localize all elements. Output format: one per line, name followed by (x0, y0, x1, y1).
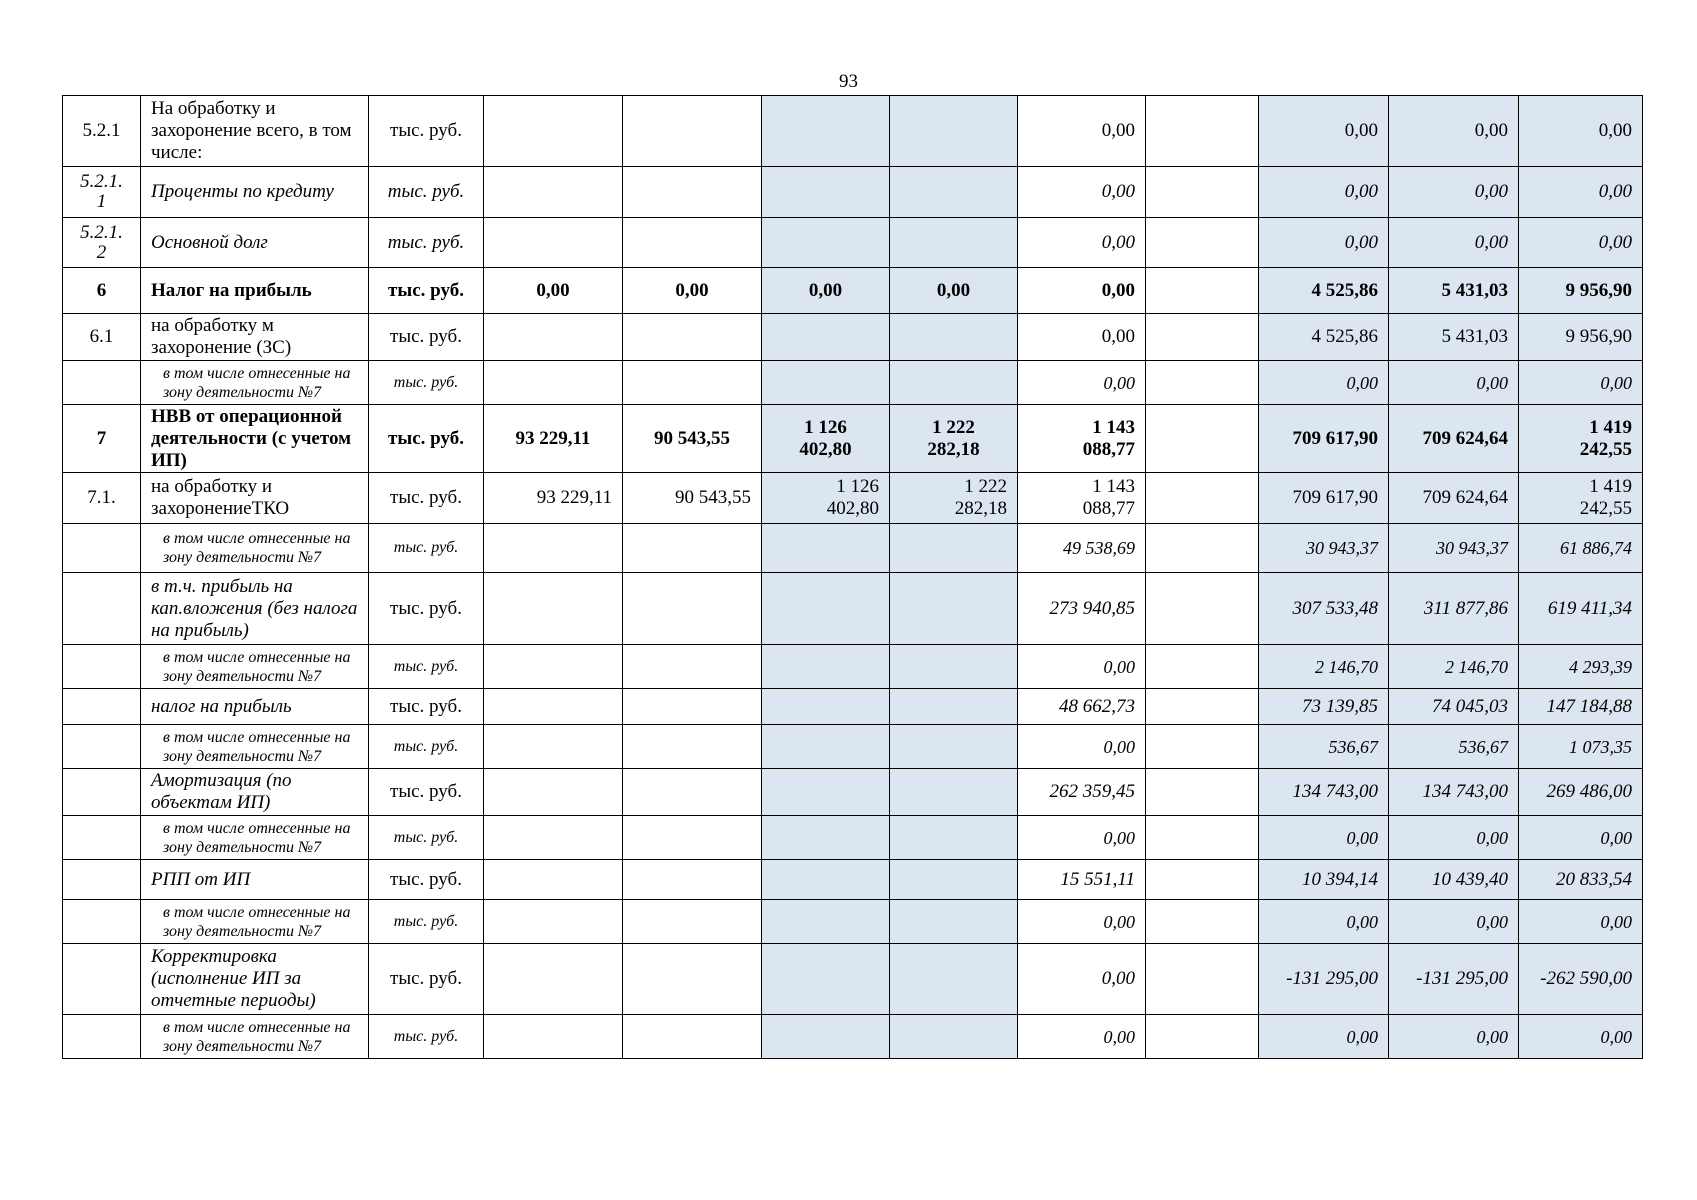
value-cell (623, 725, 762, 769)
value-cell: 74 045,03 (1389, 689, 1519, 725)
row-name: На обработку и захоронение всего, в том числе: (141, 96, 369, 167)
value-cell (484, 96, 623, 167)
value-cell (762, 900, 890, 944)
financial-table (62, 95, 1643, 1059)
value-cell (890, 860, 1018, 900)
value-cell (1146, 268, 1259, 314)
value-cell (1146, 573, 1259, 645)
value-cell: 1 419 242,55 (1519, 473, 1643, 524)
value-cell (1146, 725, 1259, 769)
value-cell (484, 944, 623, 1015)
value-cell (623, 96, 762, 167)
value-cell (890, 167, 1018, 218)
value-cell: 0,00 (1259, 167, 1389, 218)
value-cell (890, 96, 1018, 167)
value-cell: -262 590,00 (1519, 944, 1643, 1015)
value-cell: 307 533,48 (1259, 573, 1389, 645)
table-row (63, 405, 1643, 473)
row-unit: тыс. руб. (369, 314, 484, 361)
row-number: 5.2.1. 2 (63, 218, 141, 268)
value-cell: 0,00 (1389, 218, 1519, 268)
value-cell: 147 184,88 (1519, 689, 1643, 725)
value-cell: 0,00 (1018, 167, 1146, 218)
row-unit: тыс. руб. (369, 96, 484, 167)
value-cell: 15 551,11 (1018, 860, 1146, 900)
row-unit: тыс. руб. (369, 573, 484, 645)
value-cell (484, 573, 623, 645)
row-unit: тыс. руб. (369, 689, 484, 725)
value-cell (762, 573, 890, 645)
table-row (63, 524, 1643, 573)
value-cell: 0,00 (1259, 218, 1389, 268)
value-cell: 262 359,45 (1018, 769, 1146, 816)
value-cell: 10 394,14 (1259, 860, 1389, 900)
value-cell (1146, 860, 1259, 900)
row-number: 7.1. (63, 473, 141, 524)
value-cell (890, 816, 1018, 860)
row-number: 5.2.1 (63, 96, 141, 167)
table-row (63, 268, 1643, 314)
value-cell (762, 218, 890, 268)
row-unit: тыс. руб. (369, 361, 484, 405)
row-number (63, 725, 141, 769)
table-row (63, 361, 1643, 405)
value-cell: 0,00 (1018, 218, 1146, 268)
row-unit: тыс. руб. (369, 645, 484, 689)
row-name: на обработку м захоронение (ЗС) (141, 314, 369, 361)
value-cell (484, 361, 623, 405)
value-cell: 9 956,90 (1519, 314, 1643, 361)
value-cell (623, 769, 762, 816)
value-cell: 5 431,03 (1389, 268, 1519, 314)
value-cell (1146, 689, 1259, 725)
table-row (63, 167, 1643, 218)
value-cell: 0,00 (1018, 645, 1146, 689)
table-row (63, 860, 1643, 900)
row-unit: тыс. руб. (369, 769, 484, 816)
value-cell (762, 725, 890, 769)
value-cell: 49 538,69 (1018, 524, 1146, 573)
value-cell: 536,67 (1389, 725, 1519, 769)
value-cell: 709 617,90 (1259, 405, 1389, 473)
table-row (63, 1015, 1643, 1059)
row-unit: тыс. руб. (369, 405, 484, 473)
value-cell (623, 645, 762, 689)
value-cell (762, 361, 890, 405)
value-cell (890, 689, 1018, 725)
value-cell (623, 860, 762, 900)
row-number (63, 361, 141, 405)
value-cell (623, 314, 762, 361)
value-cell (484, 725, 623, 769)
value-cell: 90 543,55 (623, 473, 762, 524)
value-cell: 0,00 (1389, 96, 1519, 167)
value-cell: 709 624,64 (1389, 473, 1519, 524)
value-cell (623, 573, 762, 645)
value-cell: -131 295,00 (1389, 944, 1519, 1015)
value-cell: 0,00 (1389, 361, 1519, 405)
value-cell: 61 886,74 (1519, 524, 1643, 573)
value-cell (890, 218, 1018, 268)
value-cell (484, 689, 623, 725)
value-cell: 0,00 (1259, 96, 1389, 167)
value-cell: 20 833,54 (1519, 860, 1643, 900)
row-number (63, 769, 141, 816)
value-cell: 0,00 (1519, 816, 1643, 860)
value-cell (623, 167, 762, 218)
value-cell: 2 146,70 (1259, 645, 1389, 689)
table-row (63, 314, 1643, 361)
value-cell (1146, 96, 1259, 167)
value-cell (762, 689, 890, 725)
table-row (63, 944, 1643, 1015)
value-cell (623, 361, 762, 405)
value-cell (1146, 900, 1259, 944)
value-cell: 0,00 (1389, 1015, 1519, 1059)
row-name: в том числе отнесенные на зону деятельности №7 (141, 1015, 369, 1059)
value-cell (623, 218, 762, 268)
row-number (63, 645, 141, 689)
row-unit: тыс. руб. (369, 860, 484, 900)
value-cell: 0,00 (1018, 1015, 1146, 1059)
row-name: в том числе отнесенные на зону деятельности №7 (141, 725, 369, 769)
value-cell: -131 295,00 (1259, 944, 1389, 1015)
value-cell: 0,00 (1018, 944, 1146, 1015)
value-cell (762, 944, 890, 1015)
row-name: Налог на прибыль (141, 268, 369, 314)
value-cell (1146, 405, 1259, 473)
value-cell (890, 769, 1018, 816)
row-number (63, 1015, 141, 1059)
value-cell: 5 431,03 (1389, 314, 1519, 361)
value-cell (890, 725, 1018, 769)
row-name: на обработку и захоронениеТКО (141, 473, 369, 524)
value-cell (1146, 1015, 1259, 1059)
value-cell (484, 645, 623, 689)
row-name: Основной долг (141, 218, 369, 268)
value-cell: 709 624,64 (1389, 405, 1519, 473)
value-cell: 0,00 (484, 268, 623, 314)
value-cell: 0,00 (1259, 900, 1389, 944)
value-cell: 0,00 (1389, 900, 1519, 944)
value-cell: 93 229,11 (484, 405, 623, 473)
value-cell (762, 645, 890, 689)
value-cell: 134 743,00 (1259, 769, 1389, 816)
value-cell: 4 293,39 (1519, 645, 1643, 689)
value-cell: 9 956,90 (1519, 268, 1643, 314)
value-cell: 0,00 (1018, 361, 1146, 405)
value-cell: 90 543,55 (623, 405, 762, 473)
table-row (63, 645, 1643, 689)
value-cell: 73 139,85 (1259, 689, 1389, 725)
value-cell: 48 662,73 (1018, 689, 1146, 725)
value-cell (1146, 218, 1259, 268)
row-unit: тыс. руб. (369, 816, 484, 860)
row-name: Проценты по кредиту (141, 167, 369, 218)
row-number (63, 944, 141, 1015)
value-cell (890, 900, 1018, 944)
value-cell: 0,00 (1018, 268, 1146, 314)
value-cell (1146, 361, 1259, 405)
value-cell (762, 1015, 890, 1059)
row-name: Амортизация (по объектам ИП) (141, 769, 369, 816)
value-cell (484, 900, 623, 944)
value-cell: 311 877,86 (1389, 573, 1519, 645)
value-cell: 4 525,86 (1259, 268, 1389, 314)
value-cell: 709 617,90 (1259, 473, 1389, 524)
value-cell (1146, 645, 1259, 689)
value-cell: 0,00 (1519, 361, 1643, 405)
row-name: НВВ от операционной деятельности (с учетом ИП) (141, 405, 369, 473)
value-cell: 2 146,70 (1389, 645, 1519, 689)
value-cell: 269 486,00 (1519, 769, 1643, 816)
row-number (63, 689, 141, 725)
row-unit: тыс. руб. (369, 524, 484, 573)
page-number: 93 (839, 71, 858, 92)
table-row (63, 769, 1643, 816)
value-cell (890, 645, 1018, 689)
value-cell (623, 524, 762, 573)
row-unit: тыс. руб. (369, 167, 484, 218)
value-cell (484, 1015, 623, 1059)
value-cell: 4 525,86 (1259, 314, 1389, 361)
value-cell (762, 96, 890, 167)
value-cell: 0,00 (1018, 816, 1146, 860)
row-name: РПП от ИП (141, 860, 369, 900)
value-cell: 0,00 (1389, 816, 1519, 860)
value-cell (1146, 473, 1259, 524)
value-cell (623, 1015, 762, 1059)
table-row (63, 218, 1643, 268)
value-cell (484, 524, 623, 573)
value-cell: 0,00 (1389, 167, 1519, 218)
value-cell: 0,00 (1259, 361, 1389, 405)
row-number: 6.1 (63, 314, 141, 361)
value-cell (890, 573, 1018, 645)
value-cell: 0,00 (1519, 218, 1643, 268)
value-cell: 0,00 (1259, 1015, 1389, 1059)
row-unit: тыс. руб. (369, 218, 484, 268)
row-number (63, 860, 141, 900)
row-name: в т.ч. прибыль на кап.вложения (без налога на прибыль) (141, 573, 369, 645)
value-cell (484, 816, 623, 860)
value-cell (890, 944, 1018, 1015)
row-unit: тыс. руб. (369, 944, 484, 1015)
table-row (63, 96, 1643, 167)
row-name: в том числе отнесенные на зону деятельности №7 (141, 524, 369, 573)
value-cell: 134 743,00 (1389, 769, 1519, 816)
value-cell: 0,00 (1018, 314, 1146, 361)
row-unit: тыс. руб. (369, 473, 484, 524)
value-cell: 0,00 (890, 268, 1018, 314)
value-cell (1146, 944, 1259, 1015)
value-cell (762, 167, 890, 218)
value-cell (484, 167, 623, 218)
value-cell (762, 769, 890, 816)
value-cell (1146, 524, 1259, 573)
value-cell: 0,00 (623, 268, 762, 314)
row-name: в том числе отнесенные на зону деятельности №7 (141, 361, 369, 405)
value-cell (484, 769, 623, 816)
value-cell (1146, 167, 1259, 218)
value-cell (623, 816, 762, 860)
table-row (63, 900, 1643, 944)
value-cell (890, 524, 1018, 573)
value-cell (1146, 769, 1259, 816)
value-cell: 0,00 (1519, 900, 1643, 944)
value-cell: 1 222 282,18 (890, 405, 1018, 473)
table-row (63, 689, 1643, 725)
row-name: в том числе отнесенные на зону деятельности №7 (141, 900, 369, 944)
row-unit: тыс. руб. (369, 268, 484, 314)
value-cell: 1 143 088,77 (1018, 473, 1146, 524)
value-cell: 30 943,37 (1259, 524, 1389, 573)
value-cell: 1 143 088,77 (1018, 405, 1146, 473)
value-cell (762, 816, 890, 860)
row-number (63, 573, 141, 645)
value-cell (890, 314, 1018, 361)
value-cell (762, 524, 890, 573)
value-cell: 0,00 (1018, 96, 1146, 167)
value-cell: 0,00 (1519, 167, 1643, 218)
value-cell (623, 944, 762, 1015)
value-cell (623, 900, 762, 944)
value-cell: 1 419 242,55 (1519, 405, 1643, 473)
row-number: 5.2.1. 1 (63, 167, 141, 218)
value-cell: 0,00 (1018, 900, 1146, 944)
row-number (63, 524, 141, 573)
value-cell: 30 943,37 (1389, 524, 1519, 573)
table-row (63, 725, 1643, 769)
row-name: Корректировка (исполнение ИП за отчетные периоды) (141, 944, 369, 1015)
value-cell: 0,00 (1018, 725, 1146, 769)
table-row (63, 473, 1643, 524)
value-cell: 1 126 402,80 (762, 405, 890, 473)
value-cell: 1 073,35 (1519, 725, 1643, 769)
row-unit: тыс. руб. (369, 900, 484, 944)
value-cell (890, 1015, 1018, 1059)
value-cell: 536,67 (1259, 725, 1389, 769)
value-cell (623, 689, 762, 725)
row-unit: тыс. руб. (369, 1015, 484, 1059)
value-cell (484, 860, 623, 900)
row-number (63, 900, 141, 944)
table-row (63, 573, 1643, 645)
row-number: 7 (63, 405, 141, 473)
value-cell: 93 229,11 (484, 473, 623, 524)
value-cell: 10 439,40 (1389, 860, 1519, 900)
value-cell: 0,00 (1519, 1015, 1643, 1059)
value-cell: 0,00 (1519, 96, 1643, 167)
value-cell: 1 126 402,80 (762, 473, 890, 524)
row-name: в том числе отнесенные на зону деятельности №7 (141, 645, 369, 689)
table-row (63, 816, 1643, 860)
row-unit: тыс. руб. (369, 725, 484, 769)
value-cell (1146, 314, 1259, 361)
value-cell (484, 218, 623, 268)
row-number (63, 816, 141, 860)
value-cell (890, 361, 1018, 405)
row-name: налог на прибыль (141, 689, 369, 725)
value-cell (484, 314, 623, 361)
value-cell: 1 222 282,18 (890, 473, 1018, 524)
value-cell: 273 940,85 (1018, 573, 1146, 645)
value-cell (762, 860, 890, 900)
value-cell (1146, 816, 1259, 860)
row-number: 6 (63, 268, 141, 314)
value-cell: 0,00 (762, 268, 890, 314)
value-cell: 619 411,34 (1519, 573, 1643, 645)
value-cell (762, 314, 890, 361)
value-cell: 0,00 (1259, 816, 1389, 860)
row-name: в том числе отнесенные на зону деятельности №7 (141, 816, 369, 860)
